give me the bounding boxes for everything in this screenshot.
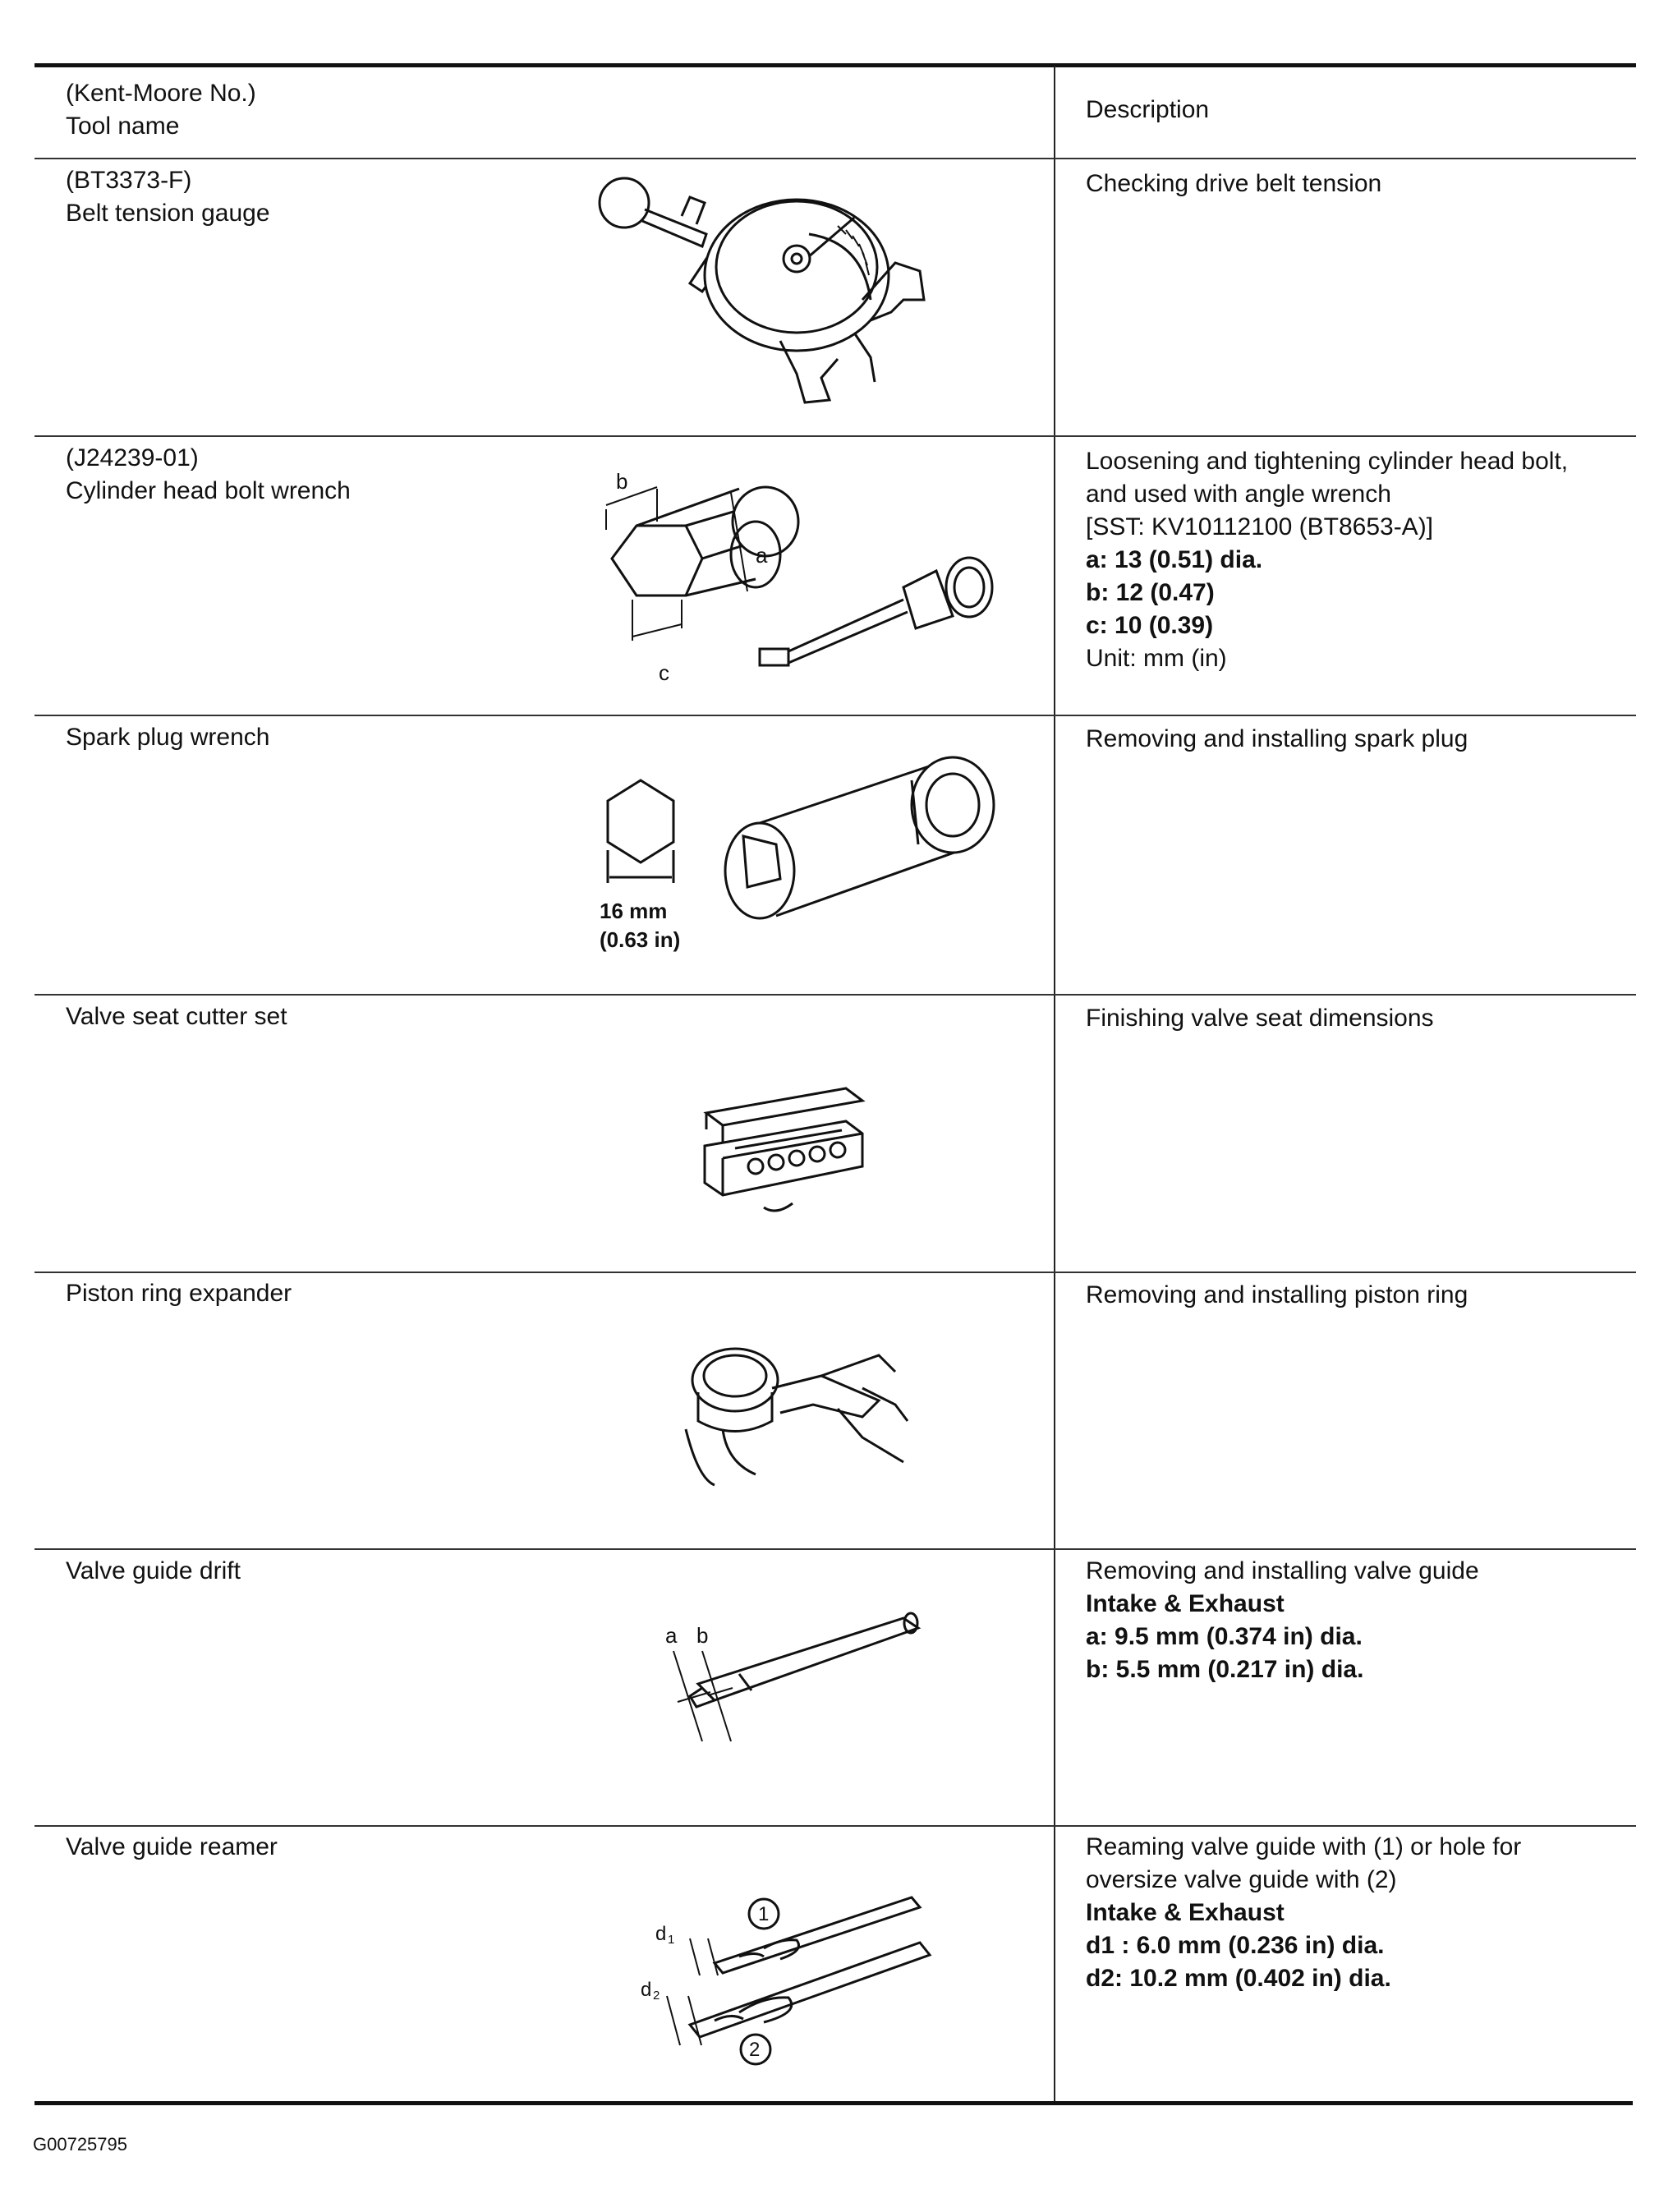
spark-plug-size-in: (0.63 in) [600, 927, 681, 952]
header-kent-moore-label: (Kent-Moore No.) [66, 80, 256, 107]
valve-guide-reamer-icon [641, 1881, 953, 2070]
dim-label-c: c [659, 660, 669, 685]
row4-tool-name: Valve seat cutter set [66, 1003, 287, 1030]
reamer-label-d2: d [641, 1979, 652, 2001]
reamer-label-d1: d [655, 1923, 667, 1945]
row1-tool-name: Belt tension gauge [66, 200, 270, 227]
row3-divider [34, 994, 1636, 996]
row2-spec-b: b: 12 (0.47) [1086, 579, 1215, 606]
row7-spec-d2: d2: 10.2 mm (0.402 in) dia. [1086, 1965, 1391, 1992]
row1-divider [34, 435, 1636, 437]
row6-tool-name: Valve guide drift [66, 1557, 241, 1584]
row7-intake-exhaust: Intake & Exhaust [1086, 1899, 1285, 1926]
row7-description-line1: Reaming valve guide with (1) or hole for [1086, 1833, 1522, 1860]
table-top-rule [34, 63, 1636, 67]
row6-intake-exhaust: Intake & Exhaust [1086, 1590, 1285, 1617]
row4-divider [34, 1272, 1636, 1273]
figure-id: G00725795 [33, 2134, 127, 2155]
row2-spec-a: a: 13 (0.51) dia. [1086, 546, 1263, 573]
spark-plug-size-mm: 16 mm [600, 899, 668, 923]
reamer-label-d2-sub: 2 [653, 1989, 660, 2003]
reamer-callout-1: 1 [758, 1903, 770, 1925]
row2-divider [34, 715, 1636, 716]
reamer-callout-2: 2 [749, 2039, 761, 2061]
drift-label-a: a [665, 1623, 678, 1648]
cylinder-head-bolt-wrench-icon [591, 464, 1018, 694]
row2-sst-reference: [SST: KV10112100 (BT8653-A)] [1086, 513, 1434, 540]
row2-description-line1: Loosening and tightening cylinder head bolt, [1086, 448, 1569, 475]
row1-description: Checking drive belt tension [1086, 170, 1382, 197]
row7-tool-name: Valve guide reamer [66, 1833, 278, 1860]
row4-description: Finishing valve seat dimensions [1086, 1005, 1434, 1032]
header-description-label: Description [1086, 96, 1210, 123]
row3-description: Removing and installing spark plug [1086, 725, 1468, 752]
row5-tool-name: Piston ring expander [66, 1280, 292, 1307]
table-bottom-rule [34, 2101, 1633, 2105]
dim-label-b: b [616, 469, 628, 494]
row6-divider [34, 1825, 1636, 1827]
row2-code: (J24239-01) [66, 444, 199, 471]
belt-tension-gauge-icon [591, 168, 953, 407]
dim-label-a: a [756, 543, 768, 568]
row7-spec-d1: d1 : 6.0 mm (0.236 in) dia. [1086, 1932, 1385, 1959]
header-divider [34, 158, 1636, 159]
piston-ring-expander-icon [673, 1331, 912, 1487]
row6-spec-a: a: 9.5 mm (0.374 in) dia. [1086, 1623, 1363, 1650]
row7-description-line2: oversize valve guide with (2) [1086, 1866, 1397, 1893]
header-tool-name-label: Tool name [66, 113, 180, 140]
row5-description: Removing and installing piston ring [1086, 1281, 1468, 1308]
drift-label-b: b [696, 1623, 709, 1648]
row6-spec-b: b: 5.5 mm (0.217 in) dia. [1086, 1656, 1364, 1683]
row1-code: (BT3373-F) [66, 167, 192, 194]
row6-description-line1: Removing and installing valve guide [1086, 1557, 1479, 1584]
row2-tool-name: Cylinder head bolt wrench [66, 477, 351, 504]
row2-spec-c: c: 10 (0.39) [1086, 612, 1214, 639]
row2-unit: Unit: mm (in) [1086, 645, 1227, 672]
row5-divider [34, 1548, 1636, 1550]
row3-tool-name: Spark plug wrench [66, 724, 270, 751]
reamer-label-d1-sub: 1 [668, 1933, 675, 1947]
valve-guide-drift-icon [657, 1610, 936, 1766]
column-divider [1054, 66, 1055, 2103]
row2-description-line2: and used with angle wrench [1086, 481, 1391, 508]
spark-plug-wrench-icon [591, 747, 1018, 961]
valve-seat-cutter-set-icon [698, 1084, 879, 1216]
